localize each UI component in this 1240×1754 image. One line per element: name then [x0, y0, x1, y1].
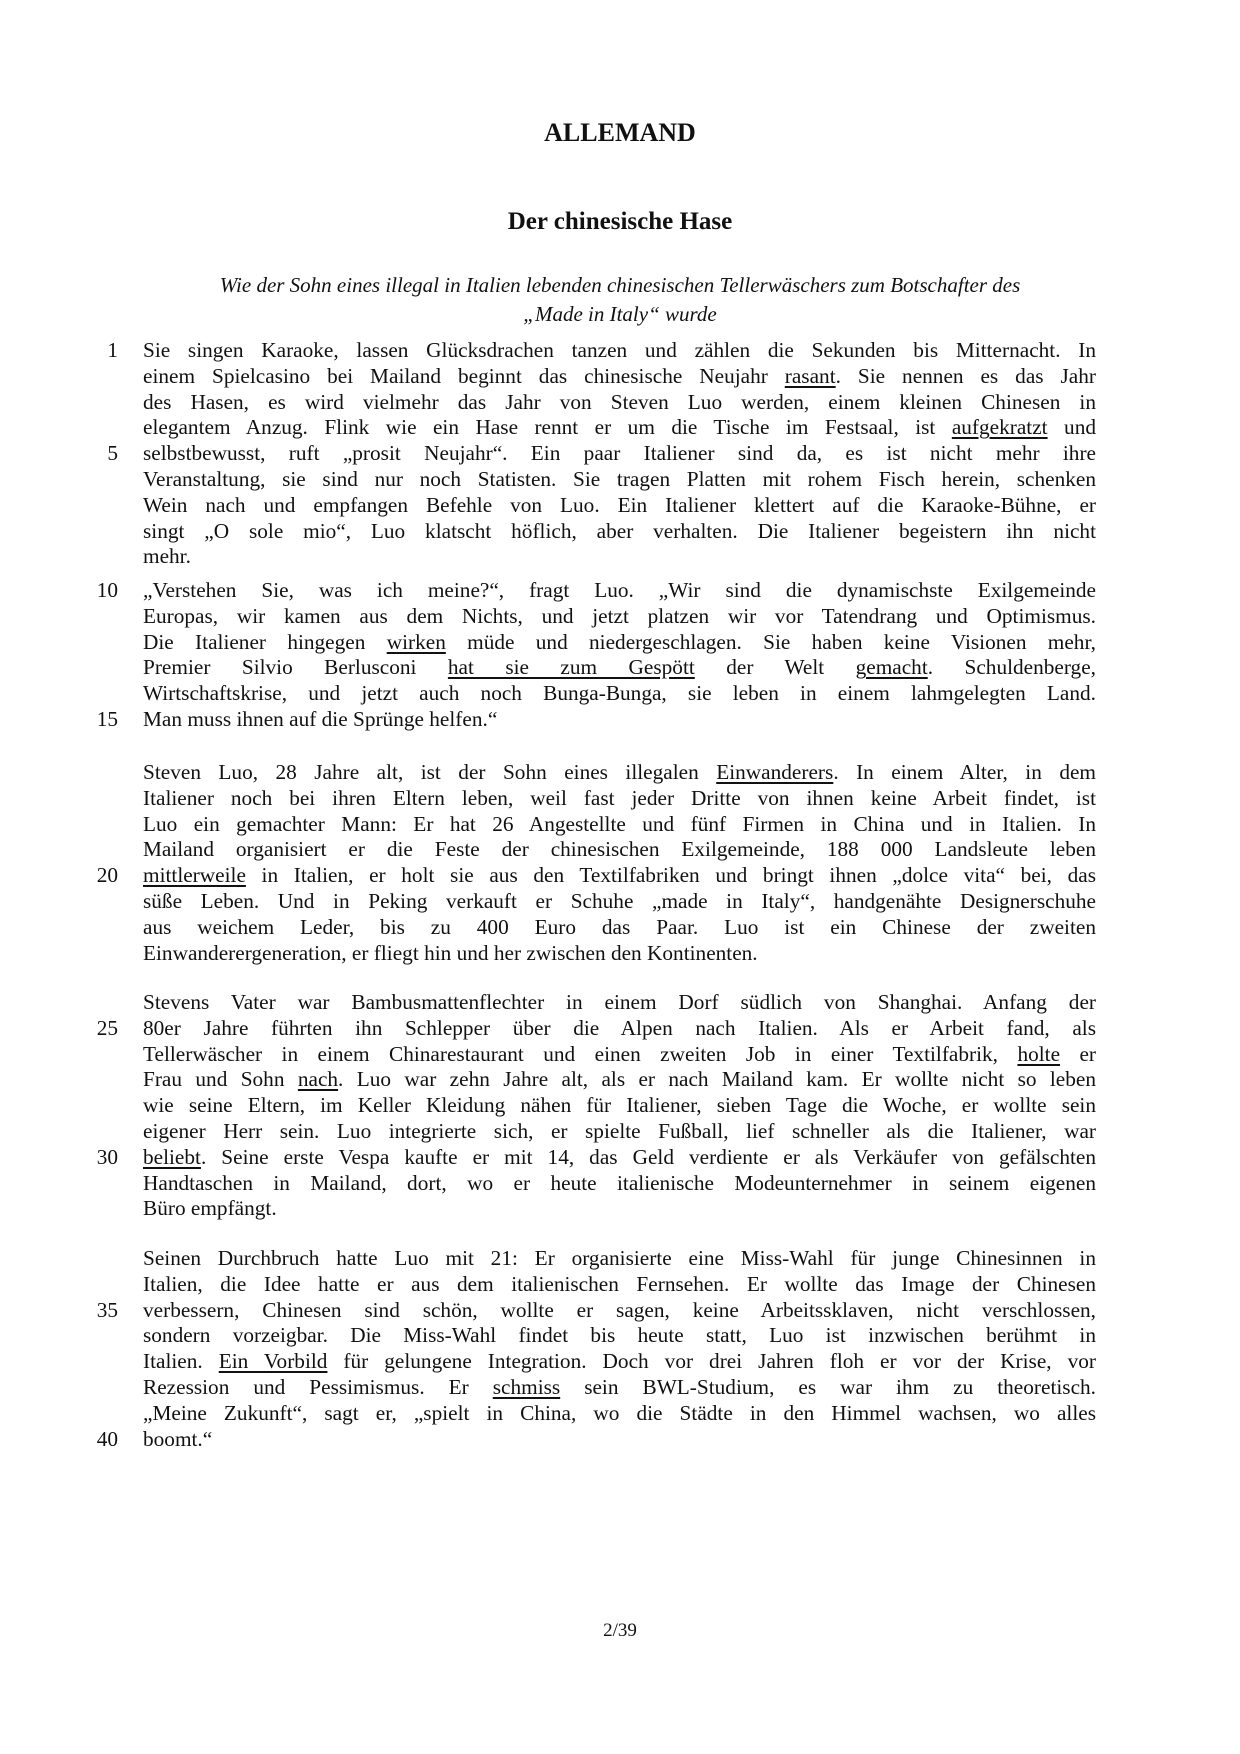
underlined-term: gemacht — [855, 655, 928, 680]
text-segment: Wirtschaftskrise, und jetzt auch noch Bunga-Bunga, sie leben in einem lahmgelegten Land. — [143, 681, 1096, 706]
line-number: 30 — [96, 1144, 118, 1169]
text-segment: eigener Herr sein. Luo integrierte sich, er spielte Fußball, lief schneller als die Italiener, war — [143, 1119, 1096, 1143]
text-segment: der Welt — [694, 655, 856, 680]
line-number: 35 — [96, 1297, 118, 1322]
line-number: 5 — [107, 441, 118, 466]
underlined-term: schmiss — [492, 1375, 561, 1399]
text-line — [143, 602, 1096, 631]
text-line — [143, 1373, 1096, 1402]
text-line — [143, 835, 1096, 864]
text-segment: Italien. — [143, 1349, 219, 1374]
text-line — [143, 413, 1096, 442]
text-line — [143, 1169, 1096, 1198]
text-segment: Rezession und Pessimismus. Er — [143, 1375, 493, 1399]
text-line — [143, 517, 1096, 546]
line-number: 20 — [96, 863, 118, 888]
underlined-term: aufgekratzt — [951, 415, 1048, 440]
text-line — [143, 679, 1096, 708]
text-segment: . In einem Alter, in dem — [833, 760, 1096, 784]
underlined-term: hat sie zum Gespött — [447, 655, 695, 680]
text-line — [143, 491, 1096, 520]
text-segment: sondern vorzeigbar. Die Miss-Wahl findet bis heute statt, Luo ist inzwischen berühmt in — [143, 1323, 1096, 1348]
text-line — [143, 988, 1096, 1017]
text-line — [143, 1425, 1096, 1454]
text-segment: Europas, wir kamen aus dem Nichts, und jetzt platzen wir vor Tatendrang und Optimismus. — [143, 603, 1096, 628]
text-segment: . Sie nennen es das Jahr — [835, 363, 1096, 388]
text-segment: Handtaschen in Mailand, dort, wo er heute italienische Modeunternehmer in seinem eigenen — [143, 1170, 1096, 1195]
text-segment: „Meine Zukunft“, sagt er, „spielt in China, wo die Städte in den Himmel wachsen, wo alles — [143, 1400, 1096, 1425]
text-line — [143, 388, 1096, 417]
line-number: 10 — [96, 578, 118, 602]
subtitle-line: Wie der Sohn eines illegal in Italien lebenden chinesischen Tellerwäschers zum Botschafter des — [219, 273, 1021, 297]
text-segment: Italiener noch bei ihren Eltern leben, weil fast jeder Dritte von ihnen keine Arbeit findet, ist — [143, 785, 1096, 810]
text-line — [143, 913, 1096, 942]
text-line — [143, 939, 1096, 968]
text-line — [143, 1321, 1096, 1350]
text-segment: Veranstaltung, sie sind nur noch Statisten. Sie tragen Platten mit rohem Fisch herein, schenken — [143, 467, 1096, 491]
text-segment: sein BWL-Studium, es war ihm zu theoretisch. — [560, 1375, 1096, 1399]
text-segment: 80er Jahre führten ihn Schlepper über die Alpen nach Italien. Als er Arbeit fand, als — [143, 1015, 1096, 1040]
text-segment: des Hasen, es wird vielmehr das Jahr von Steven Luo werden, einem kleinen Chinesen in — [143, 389, 1096, 414]
text-segment: Premier Silvio Berlusconi — [143, 655, 448, 680]
underlined-term: rasant — [784, 363, 836, 388]
text-segment: „Verstehen Sie, was ich meine?“, fragt Luo. „Wir sind die dynamischste Exilgemeinde — [143, 578, 1096, 602]
text-line — [143, 628, 1096, 657]
text-line — [143, 784, 1096, 813]
text-segment: Man muss ihnen auf die Sprünge helfen.“ — [143, 707, 498, 731]
line-number: 40 — [96, 1426, 118, 1451]
page-number: 2/39 — [603, 1620, 637, 1641]
text-line — [143, 705, 1096, 734]
text-segment: süße Leben. Und in Peking verkauft er Schuhe „made in Italy“, handgenähte Designerschuhe — [143, 889, 1096, 913]
text-segment: einem Spielcasino bei Mailand beginnt das chinesische Neujahr — [143, 363, 785, 388]
subtitle-line: „Made in Italy“ wurde — [523, 302, 717, 326]
text-line — [143, 810, 1096, 839]
text-segment: Die Italiener hingegen — [143, 629, 387, 654]
text-line — [143, 887, 1096, 916]
underlined-term: nach — [297, 1067, 339, 1092]
text-line — [143, 1244, 1096, 1273]
text-line — [143, 439, 1096, 468]
text-segment: mehr. — [143, 544, 191, 569]
section-title: ALLEMAND — [544, 118, 696, 147]
text-segment: . Schuldenberge, — [927, 655, 1096, 680]
text-segment: Frau und Sohn — [143, 1067, 298, 1092]
article-subtitle — [140, 271, 1100, 329]
underlined-term: wirken — [386, 629, 446, 654]
text-segment: und — [1047, 415, 1096, 440]
text-segment: müde und niedergeschlagen. Sie haben keine Visionen mehr, — [445, 629, 1097, 654]
text-segment: Tellerwäscher in einem Chinarestaurant und einen zweiten Job in einer Textilfabrik, — [143, 1041, 1018, 1066]
text-line — [143, 1270, 1096, 1299]
underlined-term: Einwanderers — [716, 760, 834, 784]
text-segment: Mailand organisiert er die Feste der chinesischen Exilgemeinde, 188 000 Landsleute leben — [143, 837, 1096, 862]
text-line — [143, 1091, 1096, 1120]
text-line — [143, 1117, 1096, 1146]
text-line — [143, 758, 1096, 787]
text-line — [143, 576, 1096, 605]
text-segment: Stevens Vater war Bambusmattenflechter in einem Dorf südlich von Shanghai. Anfang der — [143, 990, 1096, 1014]
text-segment: in Italien, er holt sie aus den Textilfabriken und bringt ihnen „dolce vita“ bei, das — [245, 863, 1096, 888]
text-line — [143, 1296, 1096, 1325]
text-segment: . Seine erste Vespa kaufte er mit 14, das Geld verdiente er als Verkäufer von gefälschten — [200, 1144, 1096, 1169]
underlined-term: beliebt — [143, 1144, 201, 1169]
text-line — [143, 465, 1096, 494]
text-segment: Einwanderergeneration, er fliegt hin und her zwischen den Kontinenten. — [143, 940, 758, 965]
text-segment: Italien, die Idee hatte er aus dem italienischen Fernsehen. Er wollte das Image der Chinesen — [143, 1271, 1096, 1296]
text-segment: boomt.“ — [143, 1426, 213, 1451]
text-segment: Wein nach und empfangen Befehle von Luo. Ein Italiener klettert auf die Karaoke-Bühne, er — [143, 492, 1096, 517]
text-line — [143, 1194, 1096, 1223]
text-line — [143, 542, 1096, 571]
text-segment: Sie singen Karaoke, lassen Glücksdrachen tanzen und zählen die Sekunden bis Mitternacht. In — [143, 338, 1096, 362]
text-line — [143, 1040, 1096, 1069]
text-segment: aus weichem Leder, bis zu 400 Euro das Paar. Luo ist ein Chinese der zweiten — [143, 914, 1096, 939]
text-segment: selbstbewusst, ruft „prosit Neujahr“. Ein paar Italiener sind da, es ist nicht mehr ihre — [143, 441, 1096, 466]
text-segment: er — [1060, 1041, 1097, 1066]
text-line — [143, 336, 1096, 365]
article-title: Der chinesische Hase — [507, 208, 733, 235]
text-line — [143, 1014, 1096, 1043]
text-segment: Seinen Durchbruch hatte Luo mit 21: Er organisierte eine Miss-Wahl für junge Chinesinnen in — [143, 1246, 1096, 1270]
text-segment: wie seine Eltern, im Keller Kleidung nähen für Italiener, sieben Tage die Woche, er wollte sein — [143, 1093, 1096, 1118]
line-number: 15 — [96, 707, 118, 731]
underlined-term: mittlerweile — [143, 863, 246, 888]
text-segment: Steven Luo, 28 Jahre alt, ist der Sohn eines illegalen — [143, 760, 717, 784]
underlined-term: Ein Vorbild — [218, 1349, 328, 1374]
underlined-term: holte — [1017, 1041, 1061, 1066]
line-number: 25 — [96, 1015, 118, 1040]
text-segment: verbessern, Chinesen sind schön, wollte er sagen, keine Arbeitssklaven, nicht verschlossen, — [143, 1297, 1096, 1322]
text-segment: . Luo war zehn Jahre alt, als er nach Mailand kam. Er wollte nicht so leben — [338, 1067, 1096, 1092]
text-line — [143, 362, 1096, 391]
text-segment: singt „O sole mio“, Luo klatscht höflich, aber verhalten. Die Italiener begeistern ihn nicht — [143, 518, 1096, 543]
text-line — [143, 1065, 1096, 1094]
text-segment: für gelungene Integration. Doch vor drei Jahren floh er vor der Krise, vor — [327, 1349, 1097, 1374]
text-line — [143, 1143, 1096, 1172]
text-segment: elegantem Anzug. Flink wie ein Hase rennt er um die Tische im Festsaal, ist — [143, 415, 952, 440]
text-segment: Büro empfängt. — [143, 1196, 277, 1221]
text-line — [143, 1347, 1096, 1376]
text-line — [143, 1399, 1096, 1428]
text-segment: Luo ein gemachter Mann: Er hat 26 Angestellte und fünf Firmen in China und in Italien. In — [143, 811, 1096, 836]
text-line — [143, 861, 1096, 890]
line-number: 1 — [107, 338, 118, 362]
text-line — [143, 653, 1096, 682]
